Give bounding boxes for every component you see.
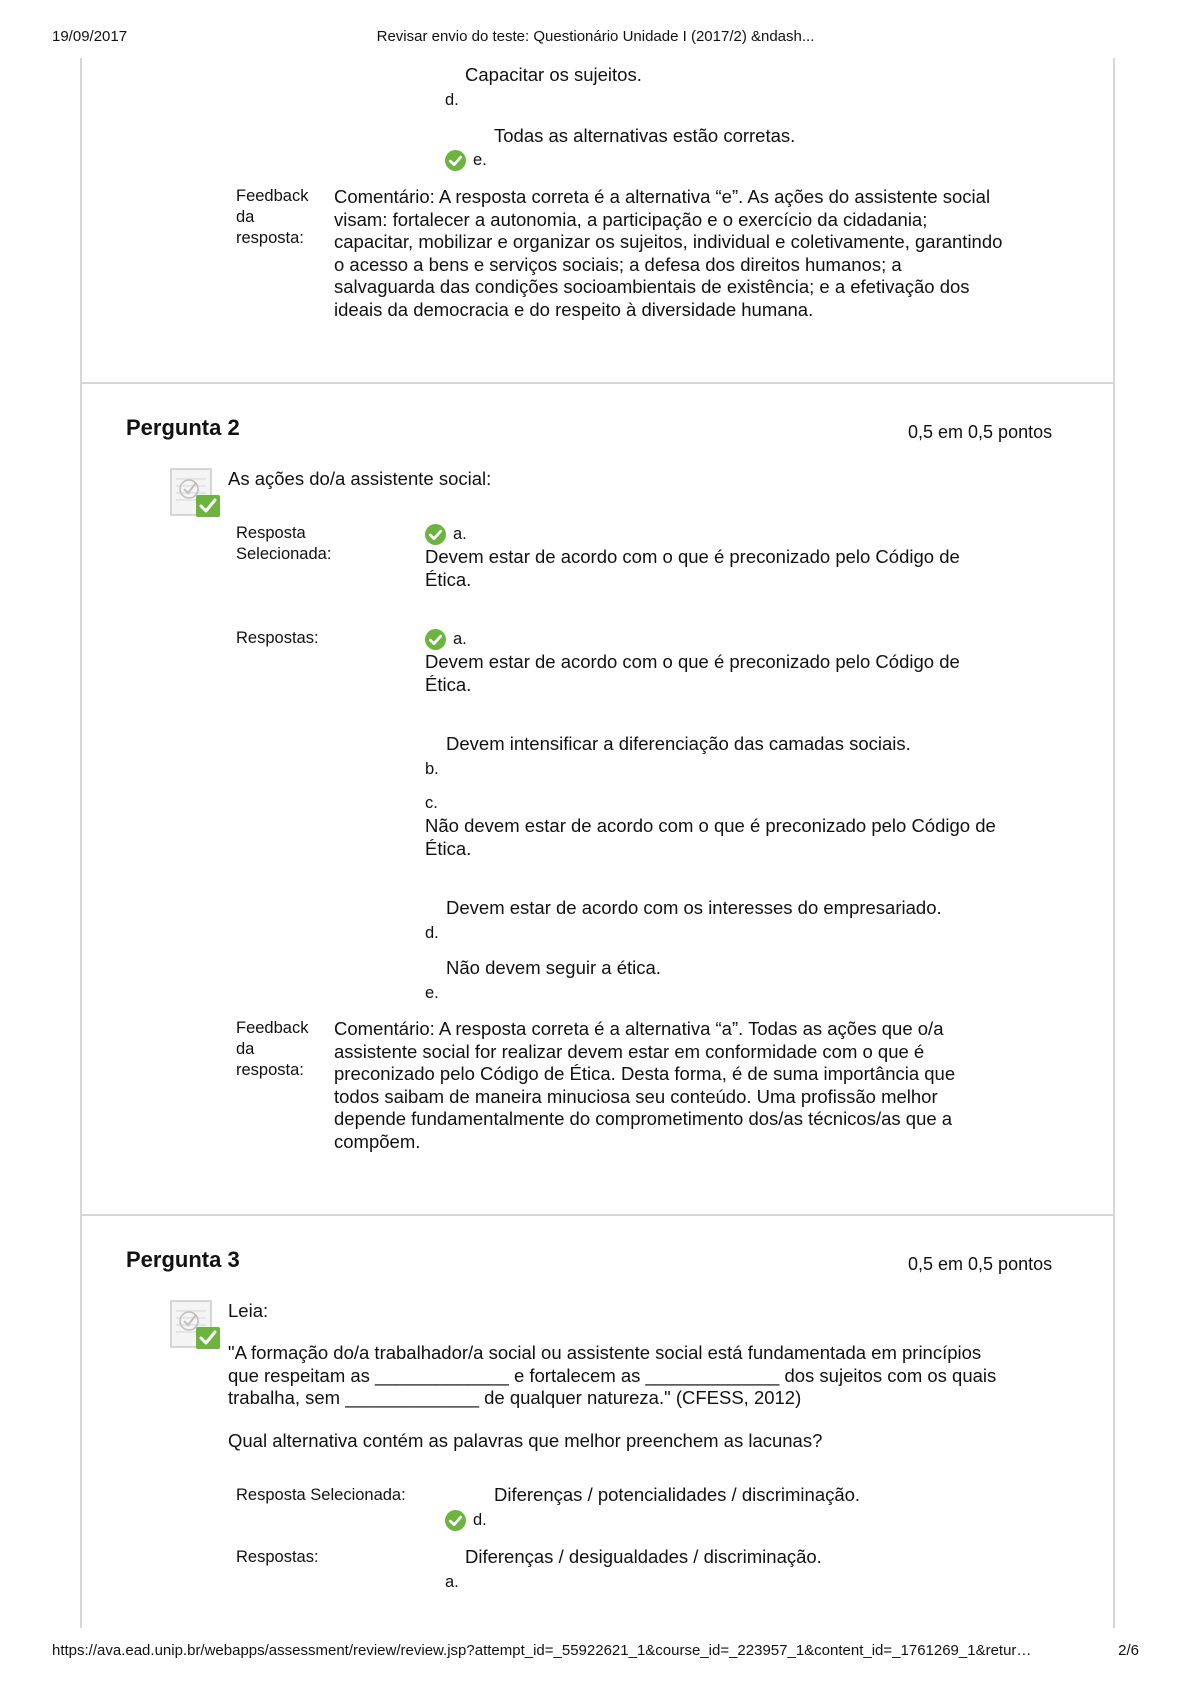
answer-option-a-letter: a.: [453, 630, 467, 648]
question-score: 0,5 em 0,5 pontos: [908, 1254, 1053, 1274]
selected-answer-label: Resposta Selecionada:: [236, 1486, 406, 1504]
question-title: Pergunta 2: [126, 415, 240, 440]
content-frame-right: [1113, 58, 1115, 1628]
answer-option-d-letter: d.: [445, 91, 459, 109]
graded-document-icon: [169, 1299, 223, 1351]
selected-answer-letter: a.: [453, 525, 467, 543]
answer-option-e-text: Não devem seguir a ética.: [446, 957, 661, 978]
selected-answer-label: Resposta Selecionada:: [236, 524, 332, 563]
feedback-text: Comentário: A resposta correta é a alternativa “a”. Todas as ações que o/a assistente social for realizar devem estar em conformidade com o que é preconizado pelo Código de Ética. Desta forma, é de suma importância que todos saibam de maneira minuciosa seu conteúdo. Uma profissão melhor depende fundamentalmente do comprometimento dos/as técnicos/as que a compõem.: [334, 1018, 956, 1152]
answer-option-d-text: Devem estar de acordo com os interesses do empresariado.: [446, 897, 942, 918]
question-score: 0,5 em 0,5 pontos: [908, 422, 1053, 442]
question-text: Qual alternativa contém as palavras que melhor preenchem as lacunas?: [228, 1430, 823, 1451]
feedback-text: Comentário: A resposta correta é a alternativa “e”. As ações do assistente social visam: fortalecer a autonomia, a participação e o exercício da cidadania; capacitar, mobilizar e organizar os sujeitos, individual e coletivamente, garantindo o acesso a bens e serviços sociais; a defesa dos direitos humanos; a salvaguarda das condições socioambientais de existência; e a efetivação dos ideais da democracia e do respeito à diversidade humana.: [334, 186, 1003, 320]
answer-option-a-letter: a.: [445, 1573, 459, 1591]
answers-label: Respostas:: [236, 629, 319, 647]
feedback-label: Feedback da resposta:: [236, 187, 309, 247]
question-quote: "A formação do/a trabalhador/a social ou assistente social está fundamentada em princípios que respeitam as _____________ e fortalecem as _____________ dos sujeitos com os quais trabalha, sem _____________ de qualquer natureza." (CFESS, 2012): [228, 1342, 997, 1408]
answer-option-a-text: Devem estar de acordo com o que é preconizado pelo Código de Ética.: [425, 651, 960, 695]
answer-option-a-text: Diferenças / desigualdades / discriminação.: [465, 1546, 822, 1567]
question-prompt: As ações do/a assistente social:: [228, 468, 492, 489]
question-divider-2: [80, 1214, 1115, 1216]
answer-option-b-text: Devem intensificar a diferenciação das camadas sociais.: [446, 733, 911, 754]
question-title: Pergunta 3: [126, 1247, 240, 1272]
correct-check-icon: [425, 629, 446, 650]
correct-check-icon: [425, 524, 446, 545]
question-prompt: Leia:: [228, 1300, 269, 1321]
page-url: https://ava.ead.unip.br/webapps/assessment/review/review.jsp?attempt_id=_55922621_1&course_id=_223957_1&content_id=_1761269_1&retur…: [52, 1642, 1032, 1659]
graded-document-icon: [169, 467, 223, 519]
answer-option-c-text: Não devem estar de acordo com o que é preconizado pelo Código de Ética.: [425, 815, 996, 859]
answer-option-c-letter: c.: [425, 794, 438, 812]
answer-option-e-letter: e.: [425, 984, 439, 1002]
page-title: Revisar envio do teste: Questionário Unidade I (2017/2) &ndash...: [376, 28, 815, 45]
content-frame-left: [80, 58, 82, 1628]
correct-check-icon: [445, 150, 466, 171]
answer-option-e-letter: e.: [473, 151, 487, 169]
page-number: 2/6: [1118, 1642, 1139, 1659]
print-date: 19/09/2017: [52, 28, 128, 45]
answer-option-e-text: Todas as alternativas estão corretas.: [494, 125, 796, 146]
selected-answer-text: Devem estar de acordo com o que é preconizado pelo Código de Ética.: [425, 546, 960, 590]
answers-label: Respostas:: [236, 1548, 319, 1566]
selected-answer-text: Diferenças / potencialidades / discriminação.: [494, 1484, 861, 1505]
answer-option-d-text: Capacitar os sujeitos.: [465, 64, 642, 85]
selected-answer-letter: d.: [473, 1511, 487, 1529]
correct-check-icon: [445, 1510, 466, 1531]
answer-option-d-letter: d.: [425, 924, 439, 942]
answer-option-b-letter: b.: [425, 760, 439, 778]
feedback-label: Feedback da resposta:: [236, 1019, 309, 1079]
question-divider-1: [80, 382, 1115, 384]
